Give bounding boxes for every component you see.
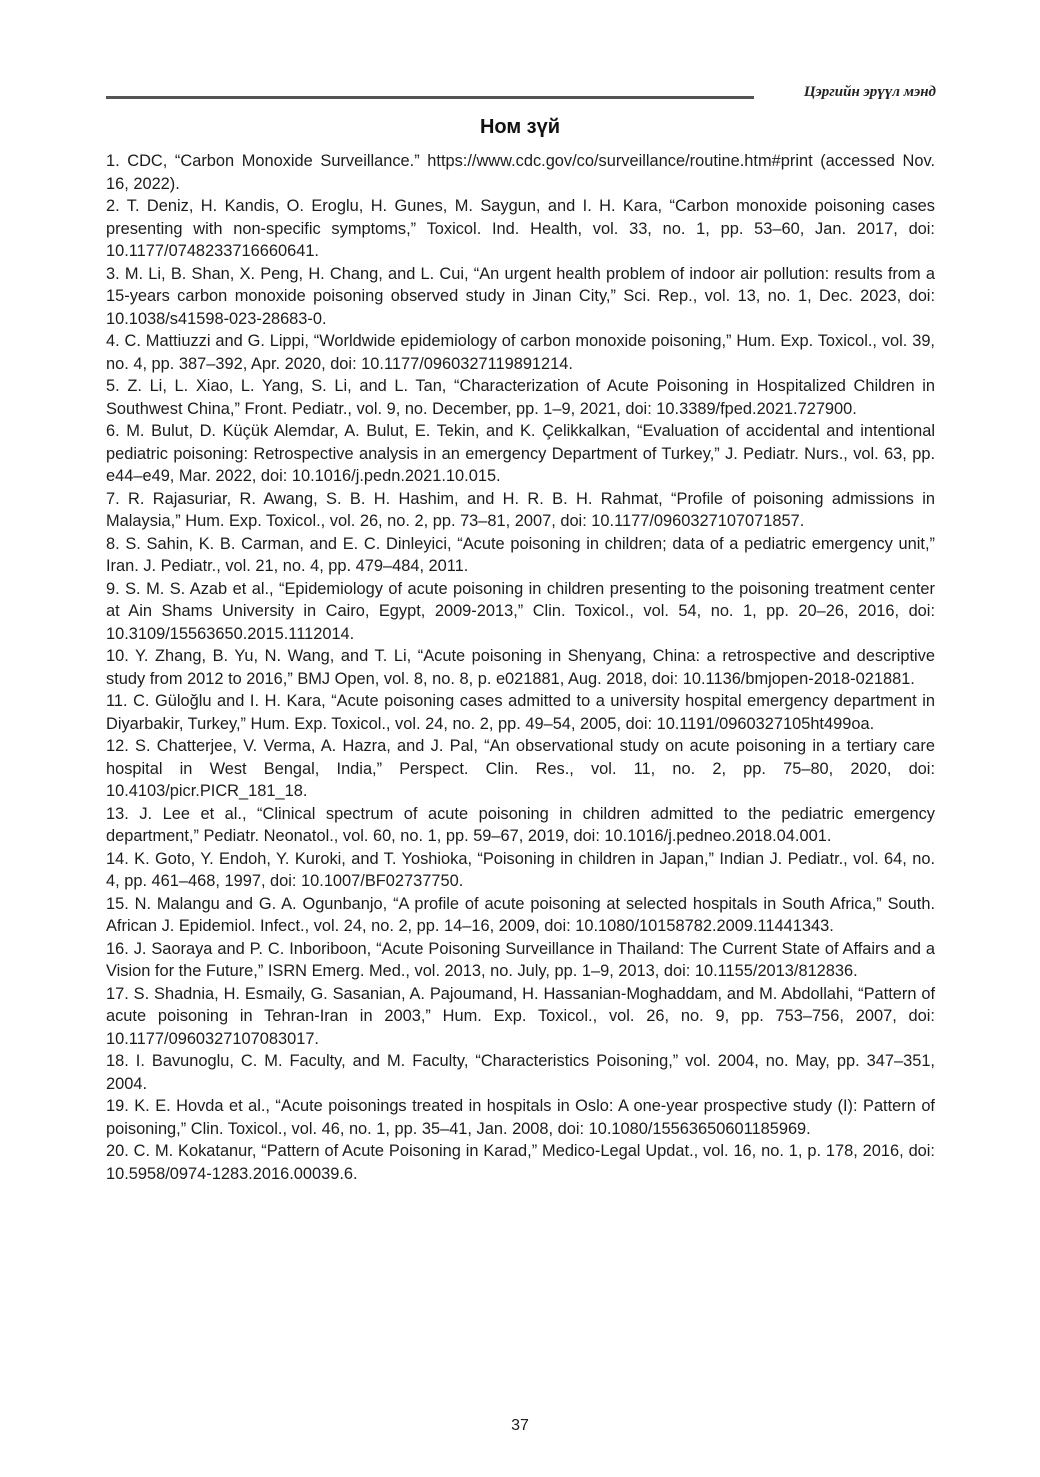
reference-item-4: 4. C. Mattiuzzi and G. Lippi, “Worldwide epidemiology of carbon monoxide poisoning,” Hum. Exp. Toxicol., vol. 39, no. 4, pp. 387–392, Apr. 2020, doi: 10.1177/0960327119891214. bbox=[106, 332, 935, 373]
reference-item-1: 1. CDC, “Carbon Monoxide Surveillance.” https://www.cdc.gov/co/surveillance/routine.htm#print (accessed Nov. 16, 2022). bbox=[106, 152, 935, 193]
reference-item-8: 8. S. Sahin, K. B. Carman, and E. C. Dinleyici, “Acute poisoning in children; data of a pediatric emergency unit,” Iran. J. Pediatr., vol. 21, no. 4, pp. 479–484, 2011. bbox=[106, 534, 935, 575]
running-header bbox=[106, 80, 936, 110]
reference-list bbox=[106, 150, 935, 1185]
journal-name: Цэргийн эрүүл мэнд bbox=[803, 84, 936, 100]
reference-item-17: 17. S. Shadnia, H. Esmaily, G. Sasanian, A. Pajoumand, H. Hassanian-Moghaddam, and M. Abdollahi, “Pattern of acute poisoning in Tehran-Iran in 2003,” Hum. Exp. Toxicol., vol. 26, no. 9, pp. 753–756, 2007, doi: 10.1177/0960327107083017. bbox=[106, 984, 935, 1048]
reference-item-19: 19. K. E. Hovda et al., “Acute poisonings treated in hospitals in Oslo: A one-year prospective study (I): Pattern of poisoning,” Clin. Toxicol., vol. 46, no. 1, pp. 35–41, Jan. 2008, doi: 10.1080/15563650601185969. bbox=[106, 1097, 935, 1138]
section-title: Ном зүй bbox=[479, 116, 561, 138]
reference-item-18: 18. I. Bavunoglu, C. M. Faculty, and M. Faculty, “Characteristics Poisoning,” vol. 2004, no. May, pp. 347–351, 2004. bbox=[106, 1052, 935, 1093]
reference-item-11: 11. C. Güloğlu and I. H. Kara, “Acute poisoning cases admitted to a university hospital emergency department in Diyarbakir, Turkey,” Hum. Exp. Toxicol., vol. 24, no. 2, pp. 49–54, 2005, doi: 10.1191/0960327105ht499oa. bbox=[106, 692, 935, 733]
page-number: 37 bbox=[511, 1417, 529, 1434]
reference-item-10: 10. Y. Zhang, B. Yu, N. Wang, and T. Li, “Acute poisoning in Shenyang, China: a retrospective and descriptive study from 2012 to 2016,” BMJ Open, vol. 8, no. 8, p. e021881, Aug. 2018, doi: 10.1136/bmjopen-2018-021881. bbox=[106, 647, 935, 688]
header-rule bbox=[106, 96, 754, 99]
reference-item-7: 7. R. Rajasuriar, R. Awang, S. B. H. Hashim, and H. R. B. H. Rahmat, “Profile of poisoning admissions in Malaysia,” Hum. Exp. Toxicol., vol. 26, no. 2, pp. 73–81, 2007, doi: 10.1177/0960327107071857. bbox=[106, 489, 935, 530]
reference-item-15: 15. N. Malangu and G. A. Ogunbanjo, “A profile of acute poisoning at selected hospitals in South Africa,” South. African J. Epidemiol. Infect., vol. 24, no. 2, pp. 14–16, 2009, doi: 10.1080/10158782.2009.11441343. bbox=[106, 894, 935, 935]
reference-item-20: 20. C. M. Kokatanur, “Pattern of Acute Poisoning in Karad,” Medico-Legal Updat., vol. 16, no. 1, p. 178, 2016, doi: 10.5958/0974-1283.2016.00039.6. bbox=[106, 1142, 935, 1183]
reference-item-9: 9. S. M. S. Azab et al., “Epidemiology of acute poisoning in children presenting to the poisoning treatment center at Ain Shams University in Cairo, Egypt, 2009-2013,” Clin. Toxicol., vol. 54, no. 1, pp. 20–26, 2016, doi: 10.3109/15563650.2015.1112014. bbox=[106, 579, 935, 643]
reference-item-6: 6. M. Bulut, D. Küçük Alemdar, A. Bulut, E. Tekin, and K. Çelikkalkan, “Evaluation of accidental and intentional pediatric poisoning: Retrospective analysis in an emergency Department of Turkey,” J. Pediatr. Nurs., vol. 63, pp. e44–e49, Mar. 2022, doi: 10.1016/j.pedn.2021.10.015. bbox=[106, 422, 935, 485]
reference-item-16: 16. J. Saoraya and P. C. Inboriboon, “Acute Poisoning Surveillance in Thailand: The Current State of Affairs and a Vision for the Future,” ISRN Emerg. Med., vol. 2013, no. July, pp. 1–9, 2013, doi: 10.1155/2013/812836. bbox=[106, 939, 935, 980]
reference-item-14: 14. K. Goto, Y. Endoh, Y. Kuroki, and T. Yoshioka, “Poisoning in children in Japan,” Indian J. Pediatr., vol. 64, no. 4, pp. 461–468, 1997, doi: 10.1007/BF02737750. bbox=[106, 849, 935, 890]
reference-item-5: 5. Z. Li, L. Xiao, L. Yang, S. Li, and L. Tan, “Characterization of Acute Poisoning in Hospitalized Children in Southwest China,” Front. Pediatr., vol. 9, no. December, pp. 1–9, 2021, doi: 10.3389/fped.2021.727900. bbox=[106, 377, 935, 418]
reference-item-12: 12. S. Chatterjee, V. Verma, A. Hazra, and J. Pal, “An observational study on acute poisoning in a tertiary care hospital in West Bengal, India,” Perspect. Clin. Res., vol. 11, no. 2, pp. 75–80, 2020, doi: 10.4103/picr.PICR_181_18. bbox=[106, 737, 935, 800]
reference-item-3: 3. M. Li, B. Shan, X. Peng, H. Chang, and L. Cui, “An urgent health problem of indoor air pollution: results from a 15-years carbon monoxide poisoning observed study in Jinan City,” Sci. Rep., vol. 13, no. 1, Dec. 2023, doi: 10.1038/s41598-023-28683-0. bbox=[106, 264, 935, 328]
reference-item-2: 2. T. Deniz, H. Kandis, O. Eroglu, H. Gunes, M. Saygun, and I. H. Kara, “Carbon monoxide poisoning cases presenting with non-specific symptoms,” Toxicol. Ind. Health, vol. 33, no. 1, pp. 53–60, Jan. 2017, doi: 10.1177/0748233716660641. bbox=[106, 197, 935, 260]
reference-item-13: 13. J. Lee et al., “Clinical spectrum of acute poisoning in children admitted to the pediatric emergency department,” Pediatr. Neonatol., vol. 60, no. 1, pp. 59–67, 2019, doi: 10.1016/j.pedneo.2018.04.001. bbox=[106, 804, 935, 845]
